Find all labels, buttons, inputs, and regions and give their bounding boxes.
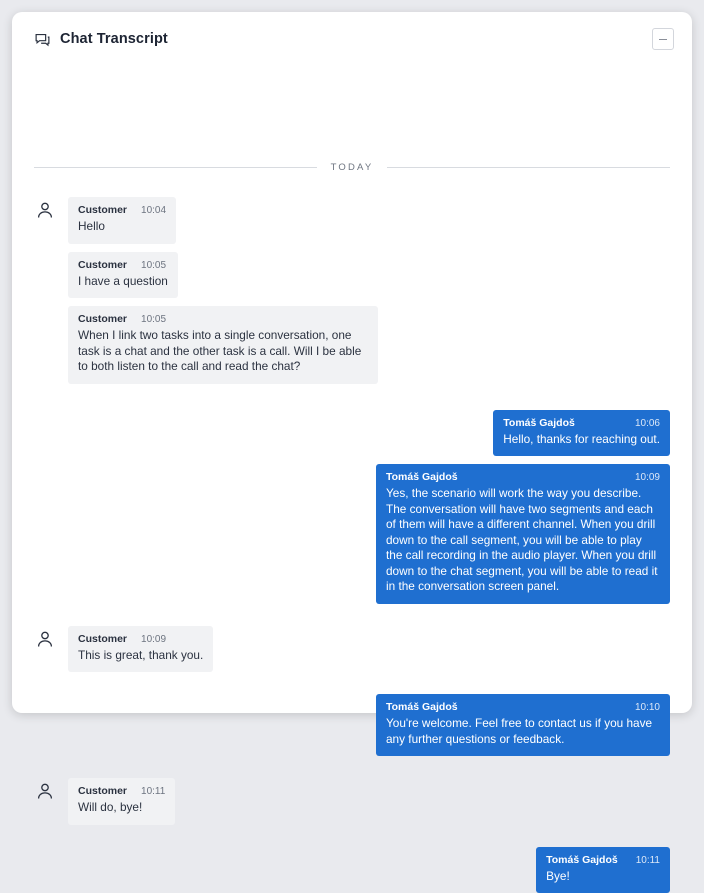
day-divider: [34, 162, 670, 173]
message-meta: [78, 313, 368, 325]
avatar: [34, 628, 56, 650]
agent-message-bubble: [493, 410, 670, 457]
message-text: I have a question: [78, 274, 168, 290]
message-author: Customer: [78, 785, 127, 797]
message-meta: [546, 854, 660, 866]
day-divider-label: TODAY: [331, 162, 374, 173]
message-timestamp: 10:10: [635, 702, 660, 713]
message-timestamp: 10:06: [635, 418, 660, 429]
message-author: Customer: [78, 259, 127, 271]
header-left: [34, 31, 652, 48]
agent-message-bubble: [376, 694, 670, 756]
message-text: Bye!: [546, 869, 660, 885]
message-text: When I link two tasks into a single conversation, one task is a chat and the other task is a call. Will I be able to both listen to the call and read the chat?: [78, 328, 368, 375]
message-author: Customer: [78, 313, 127, 325]
message-text: Will do, bye!: [78, 800, 165, 816]
message-row: [34, 464, 670, 604]
customer-message-bubble: [68, 626, 213, 673]
message-meta: [386, 471, 660, 483]
message-row: [34, 626, 670, 673]
message-author: Tomáš Gajdoš: [546, 854, 618, 866]
message-meta: [78, 785, 165, 797]
chat-bubble-icon: [34, 31, 51, 48]
customer-message-bubble: [68, 306, 378, 384]
message-meta: [78, 633, 203, 645]
message-author: Tomáš Gajdoš: [386, 471, 458, 483]
message-author: Customer: [78, 633, 127, 645]
customer-message-bubble: [68, 197, 176, 244]
message-author: Customer: [78, 204, 127, 216]
window-header: [12, 12, 692, 66]
message-timestamp: 10:11: [636, 855, 660, 866]
message-row: [34, 847, 670, 893]
agent-message-bubble: [536, 847, 670, 893]
message-text: Hello, thanks for reaching out.: [503, 432, 660, 448]
message-row: [34, 694, 670, 756]
message-meta: [78, 259, 168, 271]
message-meta: [78, 204, 166, 216]
message-row: [34, 197, 670, 244]
message-author: Tomáš Gajdoš: [386, 701, 458, 713]
agent-message-bubble: [376, 464, 670, 604]
message-row: [34, 252, 670, 299]
transcript-body: [12, 162, 692, 893]
message-row: [34, 306, 670, 384]
avatar: [34, 780, 56, 802]
message-timestamp: 10:09: [141, 634, 166, 645]
message-timestamp: 10:11: [141, 786, 165, 797]
customer-message-bubble: [68, 778, 175, 825]
page-title: Chat Transcript: [60, 31, 168, 47]
customer-message-bubble: [68, 252, 178, 299]
divider-line-right: [387, 167, 670, 168]
minimize-icon: [659, 39, 667, 40]
message-text: You're welcome. Feel free to contact us if you have any further questions or feedback.: [386, 716, 660, 747]
message-row: [34, 778, 670, 825]
message-timestamp: 10:05: [141, 260, 166, 271]
message-text: Yes, the scenario will work the way you describe. The conversation will have two segments and each of them will have a different channel. When you drill down to the call segment, you will be able to play the call recording in the audio player. When you drill down to the chat segment, you will be able to read it in the conversation screen panel.: [386, 486, 660, 595]
minimize-button[interactable]: [652, 28, 674, 50]
message-meta: [386, 701, 660, 713]
divider-line-left: [34, 167, 317, 168]
message-author: Tomáš Gajdoš: [503, 417, 575, 429]
message-timestamp: 10:04: [141, 205, 166, 216]
avatar: [34, 199, 56, 221]
chat-transcript-window: [12, 12, 692, 713]
message-row: [34, 410, 670, 457]
message-meta: [503, 417, 660, 429]
message-timestamp: 10:05: [141, 314, 166, 325]
message-text: This is great, thank you.: [78, 648, 203, 664]
message-timestamp: 10:09: [635, 472, 660, 483]
message-text: Hello: [78, 219, 166, 235]
message-list: [34, 197, 670, 893]
